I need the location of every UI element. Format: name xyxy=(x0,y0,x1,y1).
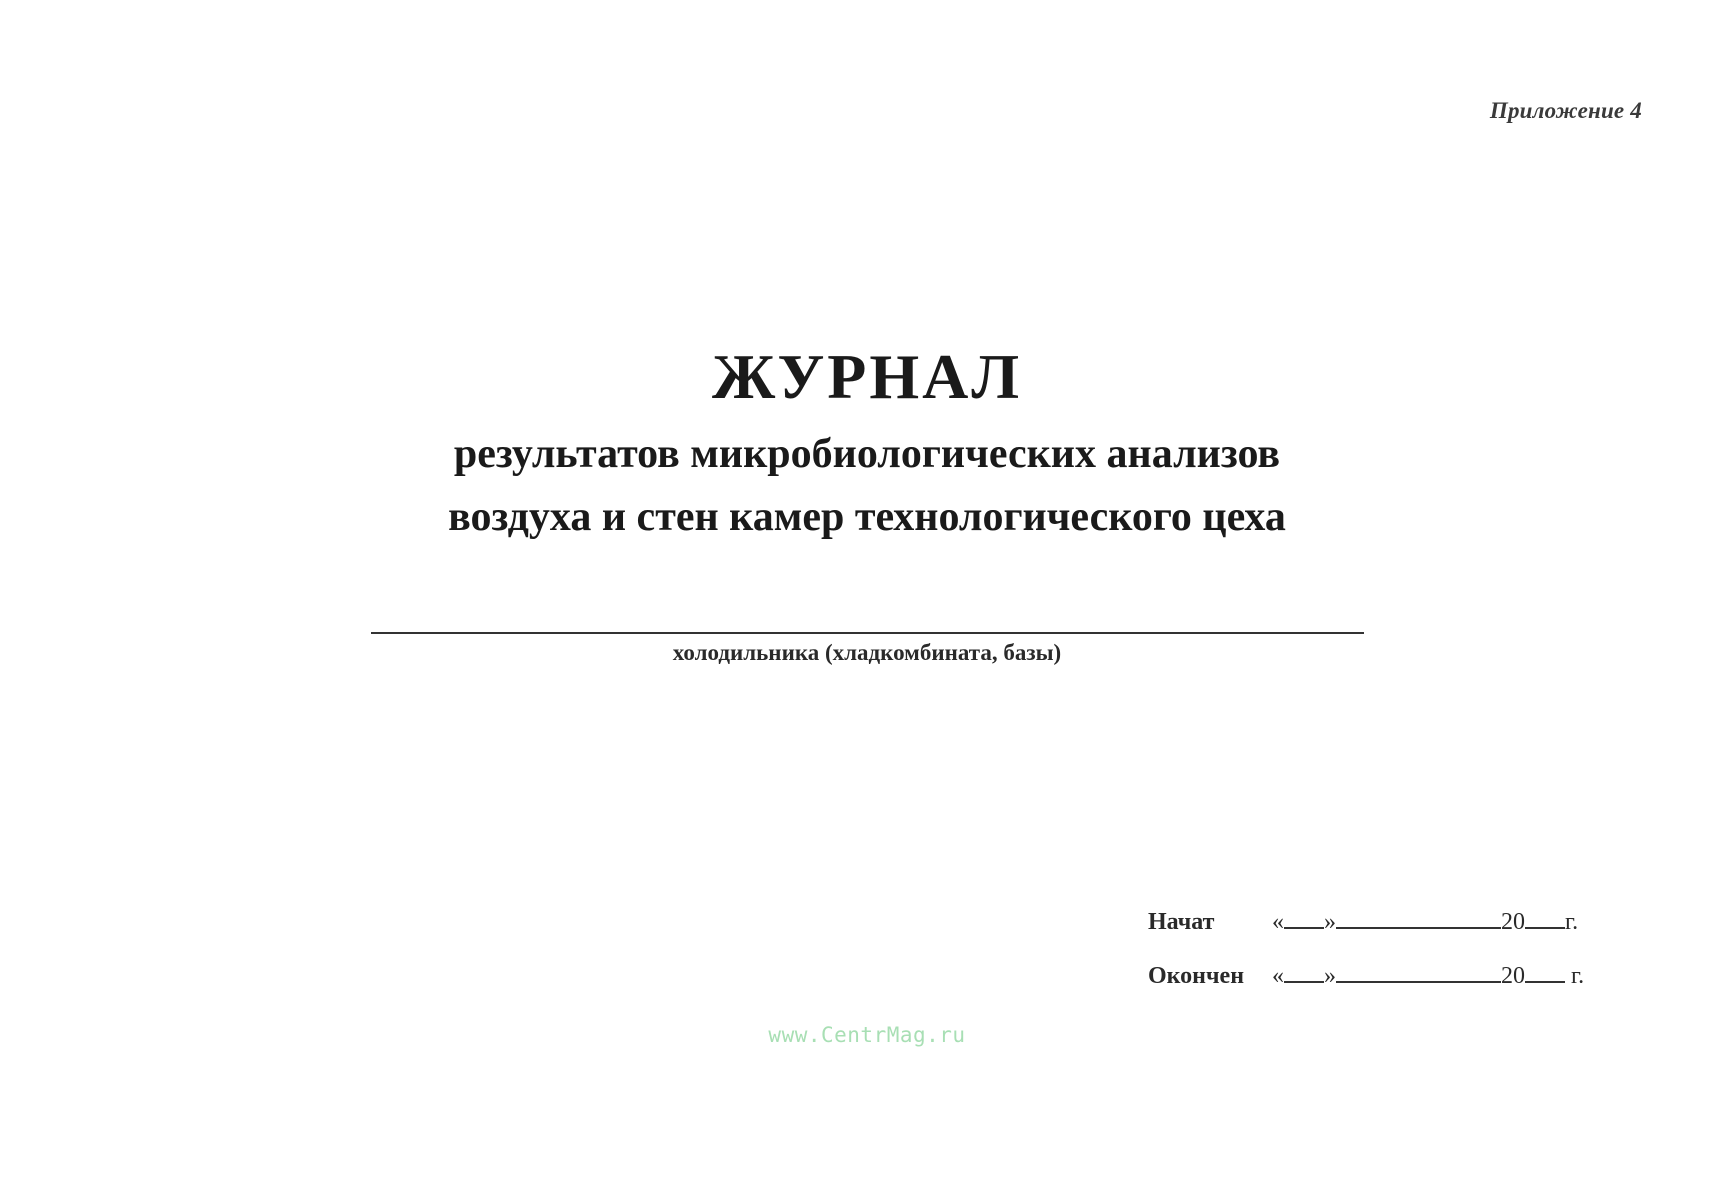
end-month-blank xyxy=(1336,959,1501,983)
document-subtitle-line-1: результатов микробиологических анализов xyxy=(453,431,1281,477)
end-day-blank xyxy=(1284,959,1324,983)
date-block xyxy=(1148,905,1584,1013)
watermark: www.CentrMag.ru xyxy=(768,1023,966,1047)
end-year-blank xyxy=(1525,959,1565,983)
start-date-label: Начат xyxy=(1148,909,1215,935)
start-month-blank xyxy=(1336,905,1501,929)
end-year-prefix: 20 xyxy=(1501,963,1525,989)
start-year-suffix: г. xyxy=(1565,909,1579,935)
end-date-row xyxy=(1148,959,1584,1013)
document-subtitle-line-2: воздуха и стен камер технологического цеха xyxy=(448,494,1286,540)
start-close-quote: » xyxy=(1324,909,1336,935)
start-day-blank xyxy=(1284,905,1324,929)
end-close-quote: » xyxy=(1324,963,1336,989)
end-open-quote: « xyxy=(1272,963,1284,989)
start-open-quote: « xyxy=(1272,909,1284,935)
end-date-label: Окончен xyxy=(1148,963,1245,989)
document-title: ЖУРНАЛ xyxy=(711,341,1023,412)
start-year-blank xyxy=(1525,905,1565,929)
end-year-suffix: г. xyxy=(1571,963,1585,989)
start-date-row xyxy=(1148,905,1584,959)
title-block xyxy=(0,341,1734,549)
organization-name-line xyxy=(371,632,1364,634)
organization-name-caption: холодильника (хладкомбината, базы) xyxy=(672,640,1062,665)
start-year-prefix: 20 xyxy=(1501,909,1525,935)
appendix-label: Приложение 4 xyxy=(1489,98,1642,123)
